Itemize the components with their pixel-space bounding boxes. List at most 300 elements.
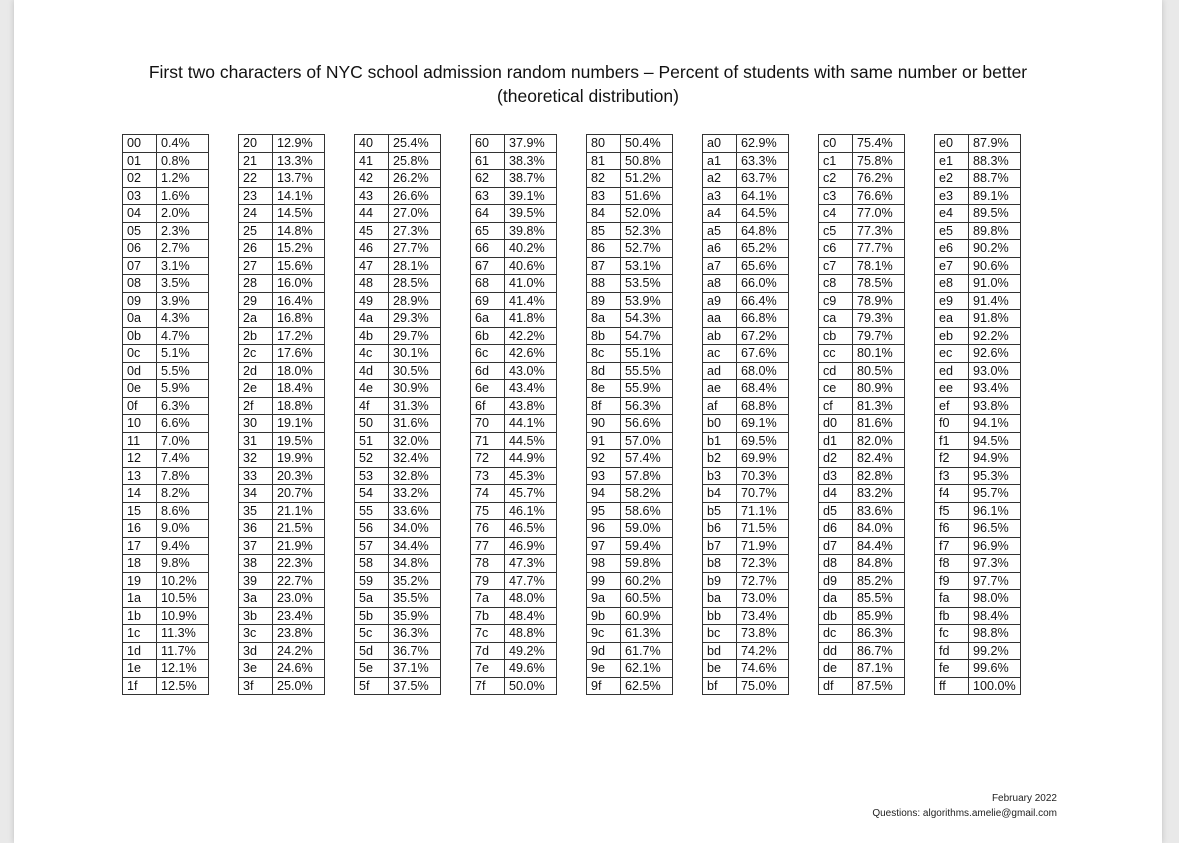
percent-cell: 3.9% — [157, 292, 209, 310]
hex-prefix-cell: b5 — [703, 502, 737, 520]
hex-prefix-cell: 0f — [123, 397, 157, 415]
percent-cell: 83.6% — [853, 502, 905, 520]
percent-cell: 78.5% — [853, 275, 905, 293]
table-row — [819, 467, 905, 485]
percent-cell: 20.7% — [273, 485, 325, 503]
hex-prefix-cell: f0 — [935, 415, 969, 433]
table-row — [935, 240, 1021, 258]
table-row — [587, 415, 673, 433]
percent-cell: 73.4% — [737, 607, 789, 625]
table-row — [471, 362, 557, 380]
table-row — [587, 327, 673, 345]
table-row — [123, 572, 209, 590]
percent-cell: 78.1% — [853, 257, 905, 275]
hex-prefix-cell: 21 — [239, 152, 273, 170]
table-row — [355, 467, 441, 485]
percent-cell: 50.4% — [621, 135, 673, 153]
percent-cell: 61.3% — [621, 625, 673, 643]
table-row — [471, 555, 557, 573]
table-row — [123, 432, 209, 450]
table-row — [819, 415, 905, 433]
hex-prefix-cell: 1d — [123, 642, 157, 660]
percent-cell: 68.8% — [737, 397, 789, 415]
percent-cell: 94.1% — [969, 415, 1021, 433]
hex-prefix-cell: 23 — [239, 187, 273, 205]
hex-prefix-cell: 74 — [471, 485, 505, 503]
percent-cell: 15.6% — [273, 257, 325, 275]
percent-cell: 51.2% — [621, 170, 673, 188]
percent-cell: 87.1% — [853, 660, 905, 678]
hex-prefix-cell: 09 — [123, 292, 157, 310]
table-row — [935, 467, 1021, 485]
table-row — [587, 555, 673, 573]
hex-prefix-cell: d6 — [819, 520, 853, 538]
hex-prefix-cell: a3 — [703, 187, 737, 205]
hex-prefix-cell: 64 — [471, 205, 505, 223]
hex-prefix-cell: 77 — [471, 537, 505, 555]
hex-prefix-cell: 85 — [587, 222, 621, 240]
table-row — [471, 222, 557, 240]
table-row — [587, 625, 673, 643]
table-row — [819, 555, 905, 573]
percent-cell: 55.5% — [621, 362, 673, 380]
percent-cell: 40.2% — [505, 240, 557, 258]
table-row — [471, 537, 557, 555]
table-row — [819, 187, 905, 205]
percent-cell: 47.3% — [505, 555, 557, 573]
percent-cell: 61.7% — [621, 642, 673, 660]
hex-prefix-cell: 18 — [123, 555, 157, 573]
table-row — [123, 502, 209, 520]
percent-cell: 25.8% — [389, 152, 441, 170]
hex-prefix-cell: a7 — [703, 257, 737, 275]
table-row — [123, 677, 209, 695]
percent-cell: 95.7% — [969, 485, 1021, 503]
hex-prefix-cell: bb — [703, 607, 737, 625]
percent-cell: 96.1% — [969, 502, 1021, 520]
table-row — [239, 607, 325, 625]
table-row — [239, 572, 325, 590]
percent-cell: 2.7% — [157, 240, 209, 258]
percent-cell: 4.3% — [157, 310, 209, 328]
table-row — [355, 555, 441, 573]
table-row — [123, 660, 209, 678]
table-row — [935, 485, 1021, 503]
table-row — [123, 205, 209, 223]
hex-prefix-cell: 6e — [471, 380, 505, 398]
hex-prefix-cell: cc — [819, 345, 853, 363]
percent-cell: 83.2% — [853, 485, 905, 503]
table-row — [935, 572, 1021, 590]
hex-prefix-cell: f5 — [935, 502, 969, 520]
percent-cell: 51.6% — [621, 187, 673, 205]
percent-cell: 69.9% — [737, 450, 789, 468]
hex-prefix-cell: 2e — [239, 380, 273, 398]
table-row — [935, 450, 1021, 468]
hex-prefix-cell: 8c — [587, 345, 621, 363]
footer-date: February 2022 — [991, 793, 1057, 804]
table-row — [703, 485, 789, 503]
table-row — [471, 502, 557, 520]
table-row — [703, 152, 789, 170]
percent-cell: 8.2% — [157, 485, 209, 503]
table-row — [471, 257, 557, 275]
percent-cell: 43.4% — [505, 380, 557, 398]
percent-cell: 48.8% — [505, 625, 557, 643]
percent-cell: 59.0% — [621, 520, 673, 538]
percent-table-7 — [818, 134, 905, 695]
percent-cell: 75.0% — [737, 677, 789, 695]
table-row — [355, 135, 441, 153]
percent-cell: 28.1% — [389, 257, 441, 275]
hex-prefix-cell: 5b — [355, 607, 389, 625]
percent-cell: 36.3% — [389, 625, 441, 643]
table-row — [703, 467, 789, 485]
percent-cell: 1.6% — [157, 187, 209, 205]
percent-cell: 91.8% — [969, 310, 1021, 328]
hex-prefix-cell: 41 — [355, 152, 389, 170]
hex-prefix-cell: 25 — [239, 222, 273, 240]
hex-prefix-cell: b8 — [703, 555, 737, 573]
percent-cell: 94.9% — [969, 450, 1021, 468]
percent-cell: 89.1% — [969, 187, 1021, 205]
table-row — [471, 327, 557, 345]
hex-prefix-cell: 26 — [239, 240, 273, 258]
hex-prefix-cell: 15 — [123, 502, 157, 520]
table-row — [703, 432, 789, 450]
hex-prefix-cell: d8 — [819, 555, 853, 573]
hex-prefix-cell: 07 — [123, 257, 157, 275]
percent-cell: 12.1% — [157, 660, 209, 678]
percent-cell: 33.6% — [389, 502, 441, 520]
footer-contact: Questions: algorithms.amelie@gmail.com — [872, 808, 1057, 819]
hex-prefix-cell: 78 — [471, 555, 505, 573]
hex-prefix-cell: 54 — [355, 485, 389, 503]
percent-cell: 56.3% — [621, 397, 673, 415]
hex-prefix-cell: 56 — [355, 520, 389, 538]
hex-prefix-cell: 29 — [239, 292, 273, 310]
table-row — [703, 555, 789, 573]
table-row — [935, 170, 1021, 188]
table-row — [355, 257, 441, 275]
percent-cell: 25.0% — [273, 677, 325, 695]
hex-prefix-cell: 50 — [355, 415, 389, 433]
table-row — [819, 590, 905, 608]
hex-prefix-cell: 86 — [587, 240, 621, 258]
table-row — [587, 607, 673, 625]
hex-prefix-cell: c7 — [819, 257, 853, 275]
hex-prefix-cell: b6 — [703, 520, 737, 538]
table-row — [819, 380, 905, 398]
percent-cell: 13.3% — [273, 152, 325, 170]
table-row — [239, 292, 325, 310]
percent-cell: 50.8% — [621, 152, 673, 170]
table-row — [239, 170, 325, 188]
percent-cell: 11.3% — [157, 625, 209, 643]
table-row — [239, 502, 325, 520]
table-row — [355, 660, 441, 678]
percent-cell: 72.3% — [737, 555, 789, 573]
table-row — [819, 345, 905, 363]
hex-prefix-cell: 95 — [587, 502, 621, 520]
percent-cell: 35.9% — [389, 607, 441, 625]
percent-cell: 9.0% — [157, 520, 209, 538]
hex-prefix-cell: 83 — [587, 187, 621, 205]
percent-table-1 — [122, 134, 209, 695]
hex-prefix-cell: af — [703, 397, 737, 415]
table-row — [123, 590, 209, 608]
percent-cell: 86.3% — [853, 625, 905, 643]
percent-cell: 62.1% — [621, 660, 673, 678]
hex-prefix-cell: 14 — [123, 485, 157, 503]
percent-cell: 89.8% — [969, 222, 1021, 240]
table-row — [587, 485, 673, 503]
percent-cell: 91.0% — [969, 275, 1021, 293]
percent-cell: 99.6% — [969, 660, 1021, 678]
hex-prefix-cell: 52 — [355, 450, 389, 468]
hex-prefix-cell: fc — [935, 625, 969, 643]
table-row — [703, 397, 789, 415]
percent-cell: 30.9% — [389, 380, 441, 398]
table-row — [587, 590, 673, 608]
hex-prefix-cell: ad — [703, 362, 737, 380]
percent-table-6 — [702, 134, 789, 695]
table-row — [935, 275, 1021, 293]
hex-prefix-cell: 7c — [471, 625, 505, 643]
table-row — [587, 432, 673, 450]
table-row — [355, 152, 441, 170]
hex-prefix-cell: 3e — [239, 660, 273, 678]
percent-cell: 9.8% — [157, 555, 209, 573]
hex-prefix-cell: 1e — [123, 660, 157, 678]
percent-cell: 46.5% — [505, 520, 557, 538]
table-row — [355, 397, 441, 415]
table-row — [123, 275, 209, 293]
percent-cell: 64.8% — [737, 222, 789, 240]
hex-prefix-cell: c5 — [819, 222, 853, 240]
percent-cell: 29.7% — [389, 327, 441, 345]
table-row — [123, 170, 209, 188]
hex-prefix-cell: ac — [703, 345, 737, 363]
percent-cell: 8.6% — [157, 502, 209, 520]
hex-prefix-cell: 82 — [587, 170, 621, 188]
percent-table-4 — [470, 134, 557, 695]
table-row — [355, 485, 441, 503]
hex-prefix-cell: f7 — [935, 537, 969, 555]
percent-cell: 18.4% — [273, 380, 325, 398]
table-row — [123, 187, 209, 205]
hex-prefix-cell: b3 — [703, 467, 737, 485]
hex-prefix-cell: 31 — [239, 432, 273, 450]
percent-cell: 81.3% — [853, 397, 905, 415]
hex-prefix-cell: b9 — [703, 572, 737, 590]
percent-cell: 74.2% — [737, 642, 789, 660]
table-row — [703, 537, 789, 555]
percent-cell: 9.4% — [157, 537, 209, 555]
table-row — [935, 677, 1021, 695]
hex-prefix-cell: 0a — [123, 310, 157, 328]
percent-cell: 40.6% — [505, 257, 557, 275]
hex-prefix-cell: 20 — [239, 135, 273, 153]
table-row — [471, 345, 557, 363]
table-row — [355, 572, 441, 590]
percent-cell: 57.4% — [621, 450, 673, 468]
percent-cell: 15.2% — [273, 240, 325, 258]
percent-cell: 69.1% — [737, 415, 789, 433]
table-row — [355, 590, 441, 608]
table-row — [471, 432, 557, 450]
table-row — [935, 537, 1021, 555]
percent-cell: 94.5% — [969, 432, 1021, 450]
table-row — [935, 292, 1021, 310]
table-row — [703, 362, 789, 380]
hex-prefix-cell: 51 — [355, 432, 389, 450]
hex-prefix-cell: 5f — [355, 677, 389, 695]
hex-prefix-cell: 2f — [239, 397, 273, 415]
percent-cell: 7.8% — [157, 467, 209, 485]
table-row — [935, 625, 1021, 643]
table-row — [239, 135, 325, 153]
table-row — [703, 275, 789, 293]
percent-cell: 55.9% — [621, 380, 673, 398]
hex-prefix-cell: 5e — [355, 660, 389, 678]
table-row — [355, 222, 441, 240]
percent-cell: 100.0% — [969, 677, 1021, 695]
percent-cell: 0.4% — [157, 135, 209, 153]
percent-cell: 60.5% — [621, 590, 673, 608]
percent-cell: 87.9% — [969, 135, 1021, 153]
hex-prefix-cell: 33 — [239, 467, 273, 485]
hex-prefix-cell: 4e — [355, 380, 389, 398]
percent-cell: 7.4% — [157, 450, 209, 468]
hex-prefix-cell: f6 — [935, 520, 969, 538]
table-row — [587, 537, 673, 555]
table-row — [239, 397, 325, 415]
table-row — [471, 485, 557, 503]
percent-cell: 82.8% — [853, 467, 905, 485]
percent-cell: 87.5% — [853, 677, 905, 695]
hex-prefix-cell: ec — [935, 345, 969, 363]
table-row — [471, 415, 557, 433]
table-row — [471, 292, 557, 310]
percent-table-5 — [586, 134, 673, 695]
table-row — [819, 397, 905, 415]
hex-prefix-cell: 84 — [587, 205, 621, 223]
percent-cell: 45.7% — [505, 485, 557, 503]
percent-cell: 39.1% — [505, 187, 557, 205]
hex-prefix-cell: 88 — [587, 275, 621, 293]
table-row — [123, 607, 209, 625]
table-row — [123, 310, 209, 328]
percent-cell: 66.8% — [737, 310, 789, 328]
table-row — [355, 310, 441, 328]
table-row — [471, 660, 557, 678]
hex-prefix-cell: 5a — [355, 590, 389, 608]
hex-prefix-cell: 55 — [355, 502, 389, 520]
hex-prefix-cell: 00 — [123, 135, 157, 153]
percent-cell: 33.2% — [389, 485, 441, 503]
percent-cell: 90.6% — [969, 257, 1021, 275]
hex-prefix-cell: f2 — [935, 450, 969, 468]
hex-prefix-cell: e7 — [935, 257, 969, 275]
percent-cell: 46.9% — [505, 537, 557, 555]
table-row — [703, 310, 789, 328]
table-row — [819, 310, 905, 328]
table-row — [239, 520, 325, 538]
table-row — [123, 520, 209, 538]
percent-cell: 91.4% — [969, 292, 1021, 310]
table-row — [703, 660, 789, 678]
title-line-1: First two characters of NYC school admission random numbers – Percent of students with same number or better — [148, 62, 1028, 82]
hex-prefix-cell: 96 — [587, 520, 621, 538]
table-row — [123, 135, 209, 153]
percent-cell: 35.2% — [389, 572, 441, 590]
percent-cell: 73.0% — [737, 590, 789, 608]
table-row — [819, 537, 905, 555]
percent-cell: 66.0% — [737, 275, 789, 293]
hex-prefix-cell: 91 — [587, 432, 621, 450]
hex-prefix-cell: 01 — [123, 152, 157, 170]
hex-prefix-cell: 44 — [355, 205, 389, 223]
hex-prefix-cell: f1 — [935, 432, 969, 450]
table-row — [355, 677, 441, 695]
hex-prefix-cell: 47 — [355, 257, 389, 275]
percent-cell: 52.3% — [621, 222, 673, 240]
percent-cell: 10.2% — [157, 572, 209, 590]
hex-prefix-cell: 4f — [355, 397, 389, 415]
table-row — [239, 590, 325, 608]
percent-cell: 56.6% — [621, 415, 673, 433]
hex-prefix-cell: 63 — [471, 187, 505, 205]
hex-prefix-cell: 6d — [471, 362, 505, 380]
percent-cell: 84.8% — [853, 555, 905, 573]
hex-prefix-cell: 69 — [471, 292, 505, 310]
table-row — [239, 327, 325, 345]
percent-cell: 14.5% — [273, 205, 325, 223]
percent-cell: 72.7% — [737, 572, 789, 590]
table-row — [239, 415, 325, 433]
table-row — [935, 205, 1021, 223]
percent-cell: 75.8% — [853, 152, 905, 170]
hex-prefix-cell: 39 — [239, 572, 273, 590]
percent-cell: 32.8% — [389, 467, 441, 485]
hex-prefix-cell: 81 — [587, 152, 621, 170]
table-row — [935, 607, 1021, 625]
hex-prefix-cell: 75 — [471, 502, 505, 520]
hex-prefix-cell: 4c — [355, 345, 389, 363]
percent-cell: 77.0% — [853, 205, 905, 223]
table-row — [587, 292, 673, 310]
percent-cell: 5.9% — [157, 380, 209, 398]
percent-cell: 57.0% — [621, 432, 673, 450]
hex-prefix-cell: fb — [935, 607, 969, 625]
percent-cell: 32.0% — [389, 432, 441, 450]
percent-cell: 65.2% — [737, 240, 789, 258]
hex-prefix-cell: ba — [703, 590, 737, 608]
hex-prefix-cell: fd — [935, 642, 969, 660]
hex-prefix-cell: e0 — [935, 135, 969, 153]
percent-cell: 30.5% — [389, 362, 441, 380]
table-row — [239, 467, 325, 485]
percent-cell: 81.6% — [853, 415, 905, 433]
hex-prefix-cell: d5 — [819, 502, 853, 520]
table-row — [587, 187, 673, 205]
table-row — [703, 520, 789, 538]
hex-prefix-cell: ee — [935, 380, 969, 398]
hex-prefix-cell: 58 — [355, 555, 389, 573]
hex-prefix-cell: 65 — [471, 222, 505, 240]
percent-cell: 26.2% — [389, 170, 441, 188]
